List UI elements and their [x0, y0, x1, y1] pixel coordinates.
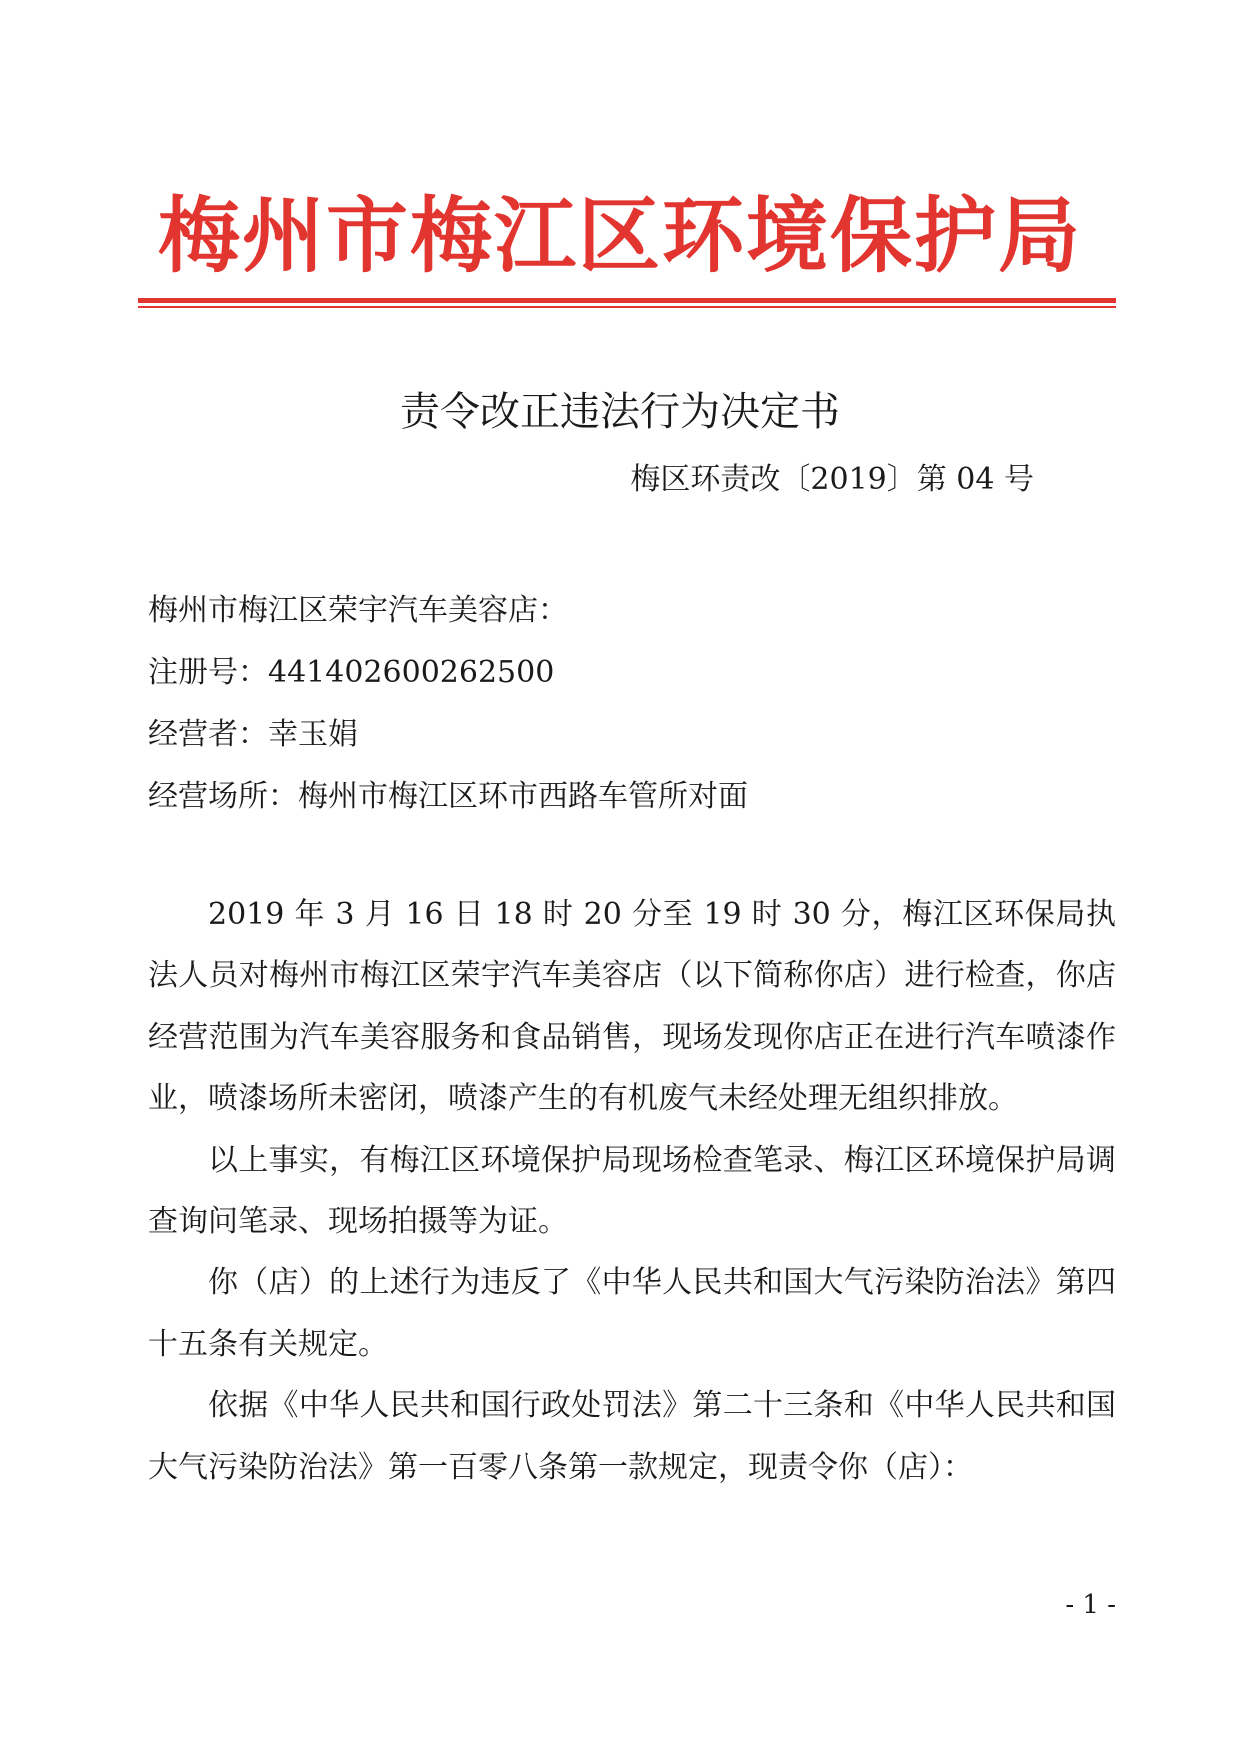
registration-number: 注册号：441402600262500: [148, 655, 555, 690]
document-title: 责令改正违法行为决定书: [400, 389, 840, 435]
body-paragraph-facts: 2019 年 3 月 16 日 18 时 20 分至 19 时 30 分，梅江区环保局执法人员对梅州市梅江区荣宇汽车美容店（以下简称你店）进行检查，你店经营范围为汽车美容服务和食品销售，现场发现你店正在进行汽车喷漆作业，喷漆场所未密闭，喷漆产生的有机废气未经处理无组织排放。: [148, 897, 1116, 1117]
document-number: 梅区环责改〔2019〕第 04 号: [630, 462, 1034, 497]
body-paragraph-evidence: 以上事实，有梅江区环境保护局现场检查笔录、梅江区环境保护局调查询问笔录、现场拍摄等为证。: [148, 1142, 1116, 1240]
body-paragraph-legal-basis: 依据《中华人民共和国行政处罚法》第二十三条和《中华人民共和国大气污染防治法》第一百零八条第一款规定，现责令你（店）：: [148, 1388, 1116, 1485]
page-number: - 1 -: [1065, 1590, 1116, 1620]
letterhead-rule-thin: [138, 306, 1116, 308]
letterhead-title: 梅州市梅江区环境保护局: [157, 189, 1082, 284]
decision-body: [148, 884, 1116, 1498]
recipient-info: [148, 580, 1118, 828]
letterhead-rule-thick: [138, 298, 1116, 303]
body-paragraph-violation: 你（店）的上述行为违反了《中华人民共和国大气污染防治法》第四十五条有关规定。: [148, 1265, 1116, 1362]
operator-name: 经营者：幸玉娟: [148, 717, 358, 752]
business-premises: 经营场所：梅州市梅江区环市西路车管所对面: [148, 779, 748, 814]
recipient-name: 梅州市梅江区荣宇汽车美容店：: [148, 593, 568, 628]
